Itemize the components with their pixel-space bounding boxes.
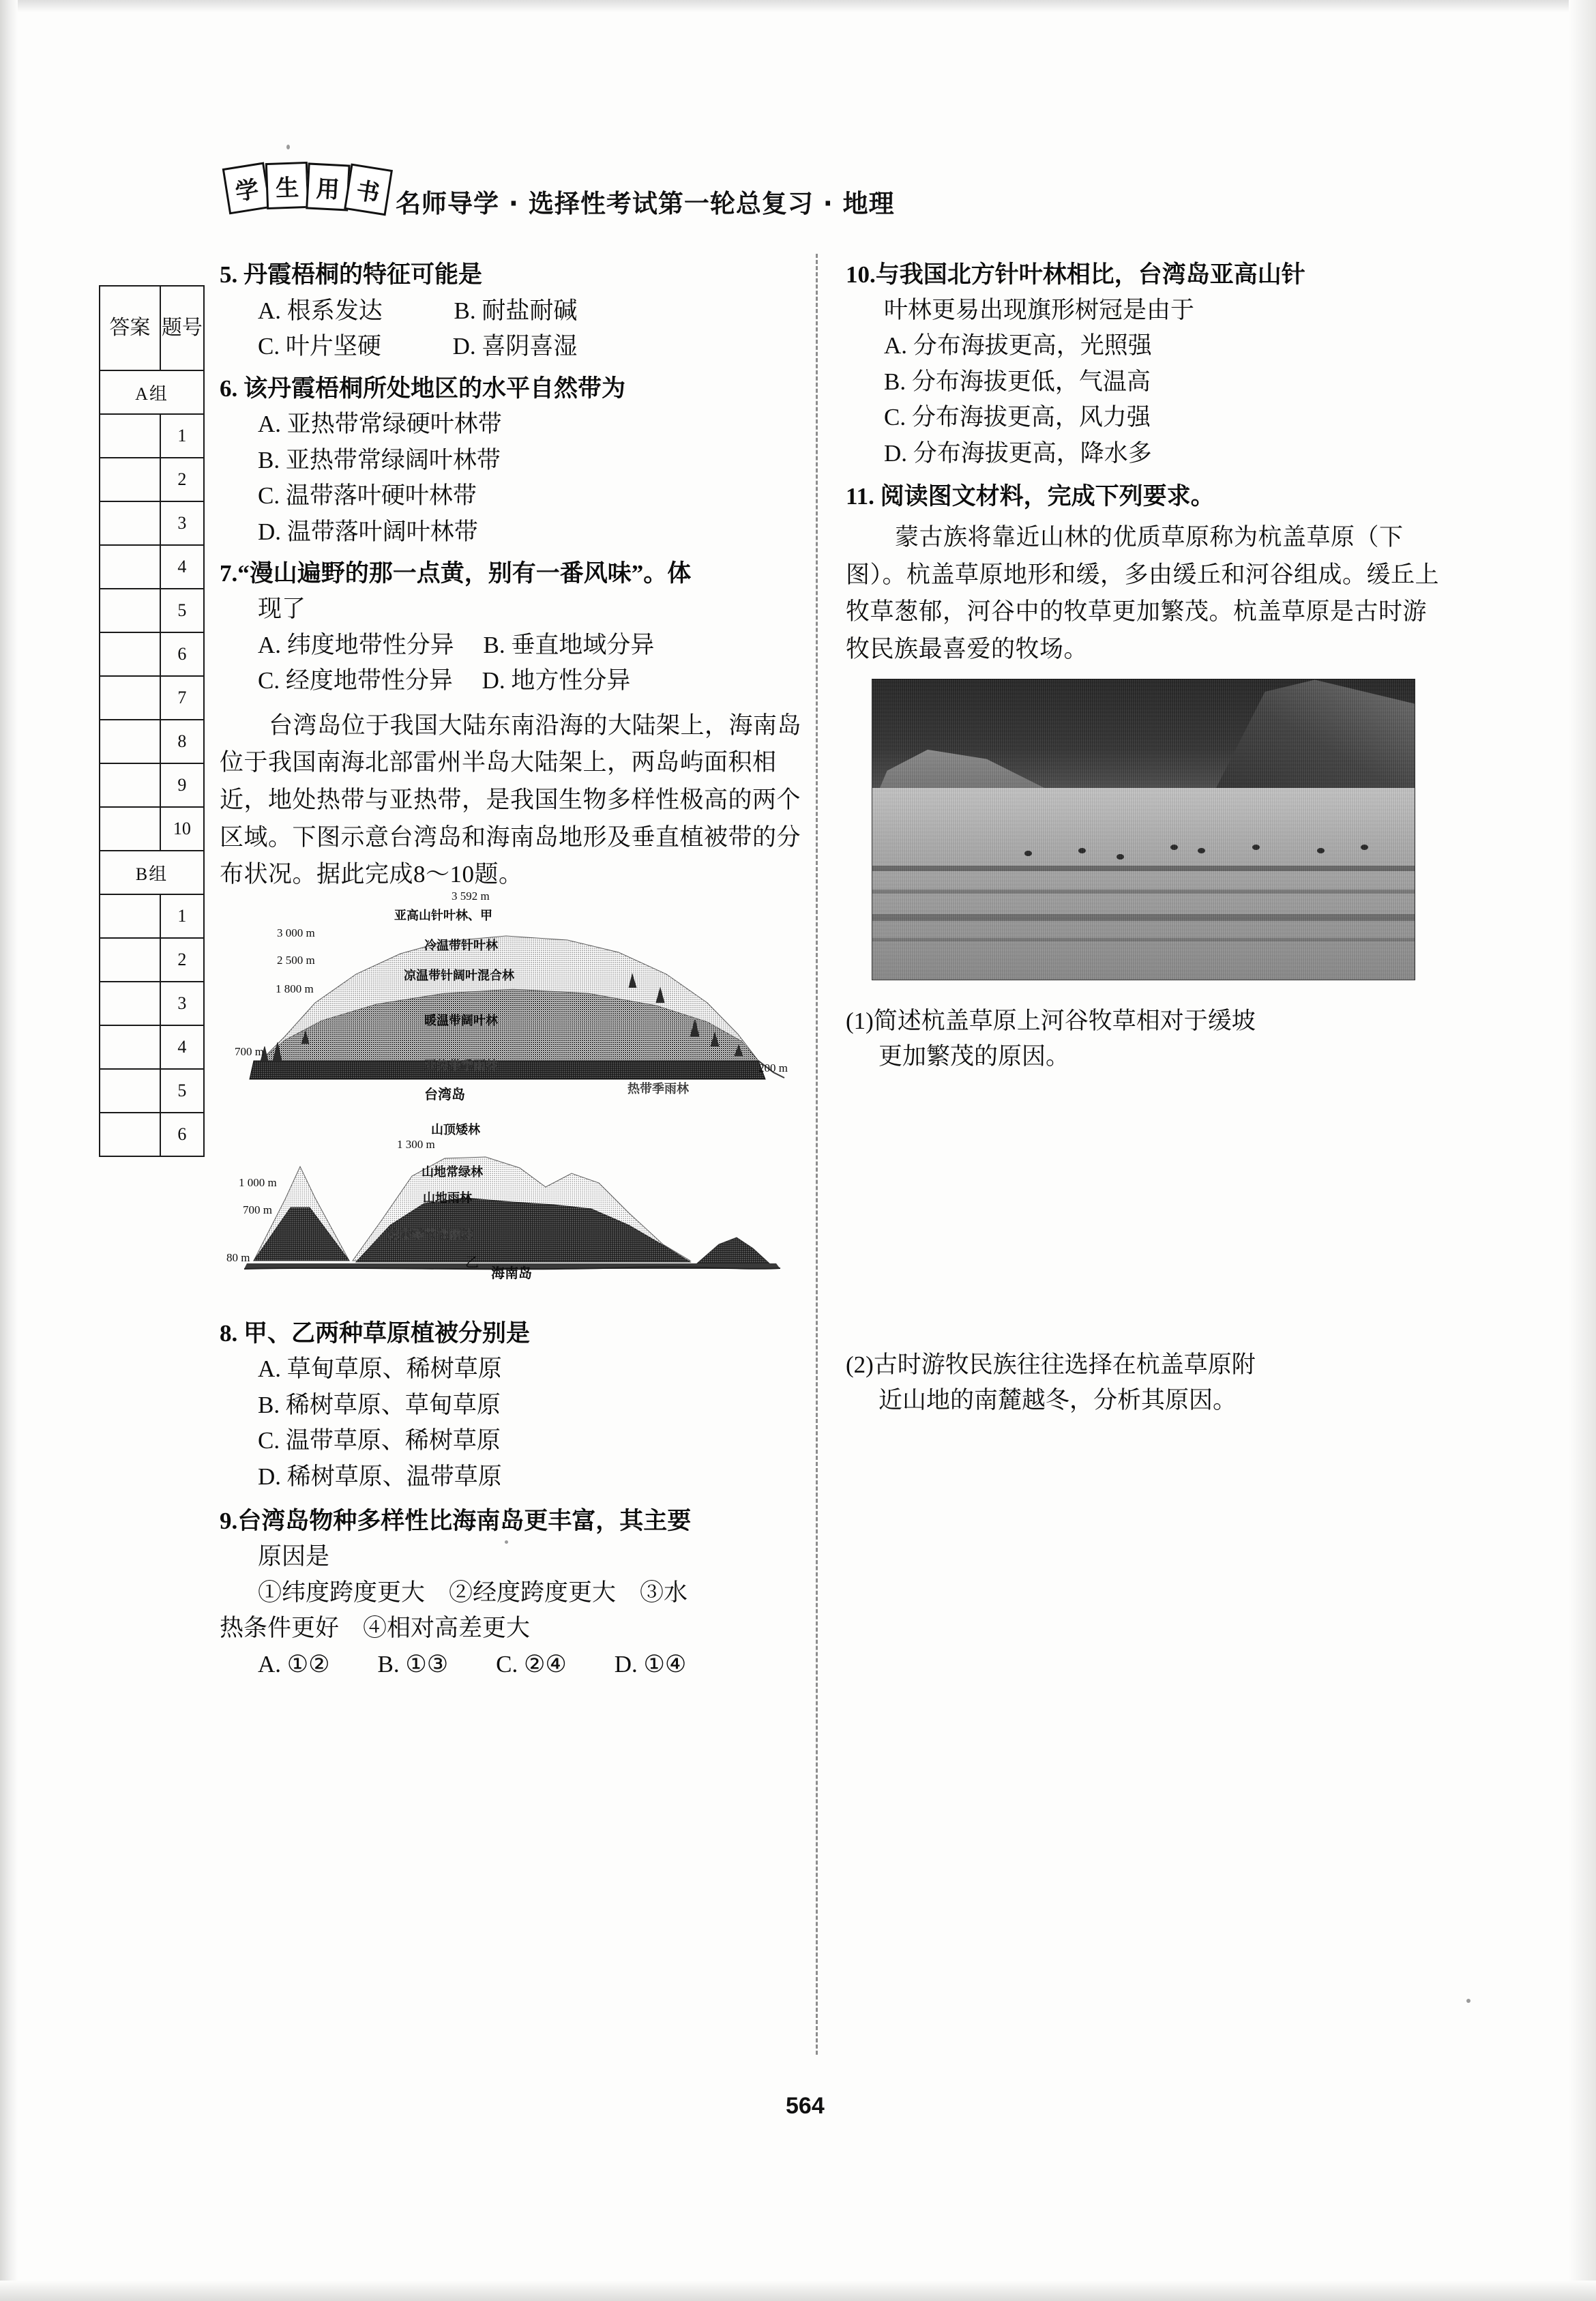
number-cell: 9 [160,763,204,807]
question-11-number: 11. [846,483,874,510]
figure-taiwan-vegetation-profile [220,889,793,1102]
page-header [225,162,1289,220]
number-cell: 6 [160,1113,204,1156]
question-9-reasons-line2: 热条件更好 ④相对高差更大 [220,1615,531,1642]
answer-cell[interactable] [100,763,160,807]
answer-cell[interactable] [100,632,160,676]
question-7-option-d[interactable]: D. 地方性分异 [482,667,631,694]
taiwan-zone-cool-temperate-mixed: 凉温带针阔叶混合林 [404,968,514,983]
number-cell: 3 [160,982,204,1025]
logo-char-3: 用 [306,162,350,211]
answer-cell[interactable] [100,501,160,545]
taiwan-altitude-2500: 2 500 m [277,953,315,967]
table-row [100,545,204,589]
hainan-zone-montane-rainforest: 山地雨林 [423,1190,472,1205]
question-11-sub-2 [846,1347,1439,1418]
question-10-option-a[interactable]: A. 分布海拔更高，光照强 [884,332,1152,360]
answer-cell[interactable] [100,807,160,851]
answer-cell[interactable] [100,545,160,589]
answer-cell[interactable] [100,894,160,938]
table-row [100,720,204,763]
question-10-option-c[interactable]: C. 分布海拔更高，风力强 [884,404,1151,431]
question-7 [220,557,806,591]
table-row-header [100,286,204,370]
question-9-answer-options[interactable]: A. ①② B. ①③ C. ②④ D. ①④ [258,1650,687,1677]
answer-cell[interactable] [100,414,160,458]
answer-cell[interactable] [100,938,160,982]
answer-cell[interactable] [100,676,160,720]
hainan-altitude-700: 700 m [243,1203,272,1216]
question-7-options-row-1 [258,628,806,664]
scan-speck [286,145,290,149]
figure-hainan-vegetation-profile [220,1117,793,1302]
hainan-altitude-80: 80 m [226,1250,250,1264]
taiwan-altitude-200: 200 m [758,1061,788,1074]
question-7-option-b[interactable]: B. 垂直地域分异 [483,631,655,658]
answer-sheet-table [99,285,205,1157]
question-6-option-c[interactable]: C. 温带落叶硬叶林带 [258,482,477,510]
answer-cell[interactable] [100,982,160,1025]
table-row [100,894,204,938]
taiwan-zone-cold-temperate-conifer: 冷温带针叶林 [424,938,498,953]
logo-char-4: 书 [344,163,393,216]
table-row [100,414,204,458]
answer-cell[interactable] [100,1025,160,1069]
table-row [100,1025,204,1069]
material-paragraph-taiwan-hainan: 台湾岛位于我国大陆东南沿海的大陆架上，海南岛位于我国南海北部雷州半岛大陆架上，两岛屿面积相近，地处热带与亚热带，是我国生物多样性极高的两个区域。下图示意台湾岛和海南岛地形及垂直植被带的分布状况。据此完成8～10题。 [220,712,802,888]
table-row [100,982,204,1025]
number-cell: 4 [160,545,204,589]
question-9-number: 9. [220,1508,238,1535]
answer-cell[interactable] [100,1069,160,1113]
question-6-option-d[interactable]: D. 温带落叶阔叶林带 [258,518,478,545]
table-row [100,763,204,807]
page-number: 564 [786,2093,825,2119]
hainan-zone-montane-evergreen: 山地常绿林 [422,1164,483,1179]
number-cell: 5 [160,1069,204,1113]
number-cell: 7 [160,676,204,720]
table-row [100,632,204,676]
question-11-sub-2-line1: (2)古时游牧民族往往选择在杭盖草原附 [846,1351,1256,1379]
taiwan-altitude-3000: 3 000 m [277,926,315,939]
number-cell: 2 [160,458,204,501]
answer-cell[interactable] [100,458,160,501]
question-9 [220,1504,806,1538]
hangai-grassland-photo [872,679,1415,980]
question-8 [220,1317,806,1351]
answer-space-1[interactable] [846,1074,1439,1347]
table-row-group-a [100,370,204,414]
taiwan-peak-altitude: 3 592 m [452,889,490,903]
question-7-number: 7. [220,560,238,587]
table-row [100,458,204,501]
question-10-stem-line1: 与我国北方针叶林相比，台湾岛亚高山针 [875,261,1305,288]
table-row [100,589,204,632]
right-question-column [846,258,1439,1677]
question-6-option-a[interactable]: A. 亚热带常绿硬叶林带 [258,411,502,438]
scan-speck [1466,1999,1471,2003]
question-11-stem: 阅读图文材料，完成下列要求。 [880,483,1215,510]
question-5-option-a[interactable]: A. 根系发达 [258,297,383,324]
question-7-stem-line2: 现了 [258,596,306,623]
answer-cell[interactable] [100,589,160,632]
question-11-sub-1 [846,1003,1439,1074]
question-5-option-d[interactable]: D. 喜阴喜湿 [452,333,578,360]
answer-cell[interactable] [100,720,160,763]
group-a-label: A组 [100,370,204,414]
question-5-option-c[interactable]: C. 叶片坚硬 [258,333,381,360]
question-9-stem-line2: 原因是 [258,1543,330,1570]
table-row [100,1069,204,1113]
number-cell: 1 [160,894,204,938]
question-8-option-b[interactable]: B. 稀树草原、草甸草原 [258,1391,501,1418]
question-8-number: 8. [220,1319,238,1347]
student-book-logo [225,162,389,209]
question-6 [220,372,806,406]
question-7-option-a[interactable]: A. 纬度地带性分异 [258,631,454,658]
question-5-options-row-1 [258,293,806,329]
hainan-island-label: 海南岛 [491,1264,532,1281]
number-cell: 1 [160,414,204,458]
number-cell: 6 [160,632,204,676]
question-11-sub-2-line2: 近山地的南麓越冬，分析其原因。 [878,1386,1237,1413]
question-6-option-b[interactable]: B. 亚热带常绿阔叶林带 [258,446,501,473]
question-5 [220,258,806,292]
number-cell: 3 [160,501,204,545]
scan-edge-top [0,0,1596,12]
question-5-options-row-2 [258,329,806,365]
taiwan-zone-tropical-monsoon-forest: 热带季雨林 [627,1081,689,1096]
table-row-group-b [100,851,204,894]
table-row [100,1113,204,1156]
taiwan-island-label: 台湾岛 [424,1085,465,1102]
hainan-mark-yi: 乙 [465,1255,479,1270]
question-8-option-c[interactable]: C. 温带草原、稀树草原 [258,1427,501,1454]
hainan-zone-summit-dwarf-forest: 山顶矮林 [431,1122,480,1137]
number-header-cell: 题号 [160,286,204,370]
number-cell: 10 [160,807,204,851]
question-9-stem-line1: 台湾岛物种多样性比海南岛更丰富，其主要 [237,1508,692,1535]
taiwan-zone-subalpine-conifer: 亚高山针叶林、甲 [394,908,492,923]
group-b-label: B组 [100,851,204,894]
logo-char-2: 生 [265,162,309,209]
answer-header-cell: 答案 [100,286,160,370]
table-row [100,807,204,851]
question-11 [846,480,1439,514]
question-10-option-d[interactable]: D. 分布海拔更高，降水多 [884,439,1152,467]
question-8-option-d[interactable]: D. 稀树草原、温带草原 [258,1463,502,1490]
column-divider [816,254,818,2055]
question-7-option-c[interactable]: C. 经度地带性分异 [258,667,453,694]
table-row [100,676,204,720]
question-11-sub-1-line1: (1)简述杭盖草原上河谷牧草相对于缓坡 [846,1008,1256,1035]
scan-edge-bottom [0,2281,1596,2301]
number-cell: 4 [160,1025,204,1069]
question-10-option-b[interactable]: B. 分布海拔更低，气温高 [884,368,1151,395]
scan-edge-right [1569,0,1596,2301]
question-6-number: 6. [220,375,238,402]
question-8-stem: 甲、乙两种草原植被分别是 [243,1319,531,1347]
question-7-stem-line1: “漫山遍野的那一点黄，别有一番风味”。体 [237,560,692,587]
hainan-zone-tropical-seasonal-rainforest: 热带季节性雨林 [387,1227,473,1242]
question-5-stem: 丹霞梧桐的特征可能是 [243,261,483,288]
number-cell: 5 [160,589,204,632]
number-cell: 8 [160,720,204,763]
question-8-option-a[interactable]: A. 草甸草原、稀树草原 [258,1355,502,1383]
question-11-material: 蒙古族将靠近山林的优质草原称为杭盖草原（下图）。杭盖草原地形和缓，多由缓丘和河谷组成。缓丘上牧草葱郁，河谷中的牧草更加繁茂。杭盖草原是古时游牧民族最喜爱的牧场。 [846,524,1440,662]
taiwan-zone-subtropical-monsoon-forest: 亚热带季雨林 [424,1058,498,1073]
answer-space-2[interactable] [846,1418,1439,1677]
question-11-sub-1-line2: 更加繁茂的原因。 [878,1043,1070,1070]
question-9-reasons-line1: ①纬度跨度更大 ②经度跨度更大 ③水 [258,1579,688,1606]
number-cell: 2 [160,938,204,982]
taiwan-altitude-700: 700 m [235,1044,264,1058]
question-10-stem-line2: 叶林更易出现旗形树冠是由于 [884,296,1195,323]
taiwan-altitude-1800: 1 800 m [276,982,314,995]
photo-grain-overlay [872,679,1415,980]
table-row [100,501,204,545]
question-5-number: 5. [220,261,238,288]
hainan-altitude-1000: 1 000 m [239,1175,277,1189]
logo-char-1: 学 [222,162,271,215]
taiwan-zone-warm-temperate-broadleaf: 暖温带阔叶林 [424,1013,498,1028]
hainan-altitude-1300: 1 300 m [397,1137,435,1151]
question-10-number: 10. [846,261,876,288]
question-7-options-row-2 [258,663,806,699]
table-row [100,938,204,982]
header-title: 名师导学 · 选择性考试第一轮总复习 · 地理 [396,189,895,218]
question-5-option-b[interactable]: B. 耐盐耐碱 [454,297,578,324]
question-10 [846,258,1439,292]
question-6-stem: 该丹霞梧桐所处地区的水平自然带为 [243,375,626,402]
left-question-column [220,258,806,1682]
answer-cell[interactable] [100,1113,160,1156]
scan-edge-left [0,0,18,2301]
